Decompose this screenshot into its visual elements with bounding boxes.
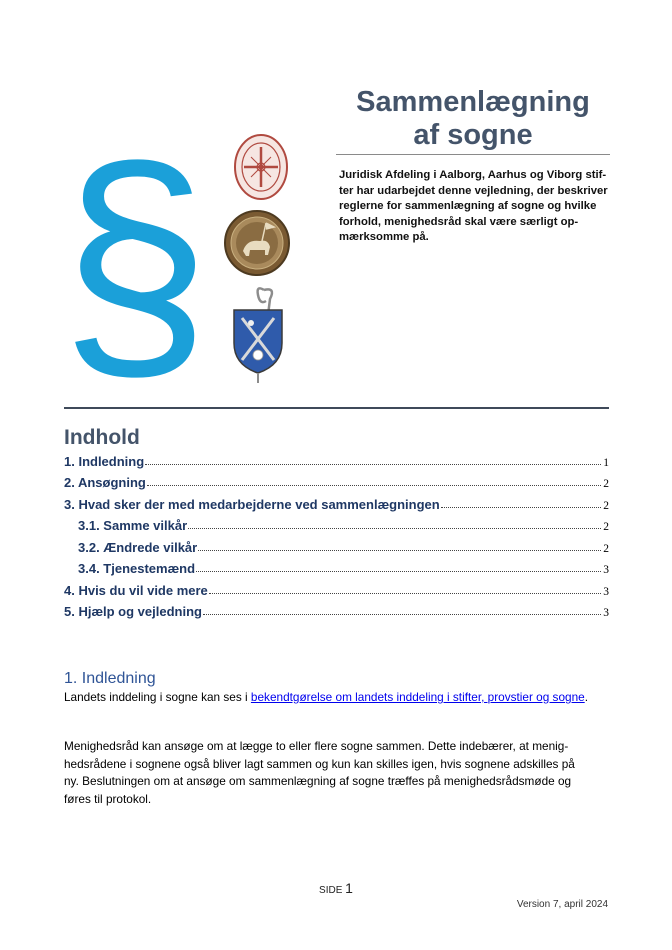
section-heading-indledning: 1. Indledning <box>64 670 156 687</box>
bronze-seal-icon <box>225 211 289 275</box>
toc-entry-tjenestemaend[interactable] <box>64 558 609 580</box>
toc-entry-label: 3.2. Ændrede vilkår <box>78 539 198 555</box>
page-number <box>0 880 672 896</box>
toc-heading: Indhold <box>64 426 140 449</box>
toc-leader <box>145 464 601 465</box>
page-number-value: 1 <box>345 880 353 896</box>
intro-line: ter har udarbejdet denne vejledning, der beskriver <box>339 184 608 197</box>
toc-entry-page: 1 <box>603 456 609 469</box>
toc-leader <box>198 550 601 551</box>
toc-entry-page: 2 <box>603 478 609 490</box>
intro-line: forhold, menighedsråd skal være særligt op- <box>339 215 579 228</box>
toc-entry-label: 5. Hjælp og vejledning <box>64 604 202 619</box>
title-line-2: af sogne <box>413 119 533 151</box>
toc-leader <box>147 485 601 486</box>
header-illustration <box>54 115 329 395</box>
toc-entry-ansoegning[interactable] <box>64 472 609 494</box>
version-label: Version 7, april 2024 <box>516 899 608 910</box>
toc-entry-page: 3 <box>603 607 609 619</box>
toc-leader <box>203 614 601 615</box>
toc-entry-hjaelp[interactable] <box>64 601 609 623</box>
toc-entry-label: 3.1. Samme vilkår <box>78 518 188 533</box>
title-divider <box>336 154 610 155</box>
toc-leader <box>188 528 601 529</box>
paragraph-line: hedsrådene i sognene også bliver lagt sammen og kun kan skilles igen, hvis sognene adskilles på <box>64 756 575 771</box>
toc-entry-aendrede-vilkaar[interactable] <box>64 536 609 558</box>
toc-entry-samme-vilkaar[interactable] <box>64 515 609 537</box>
toc-entry-label: 2. Ansøgning <box>64 475 146 490</box>
toc-entry-label: 3.4. Tjenestemænd <box>78 561 196 576</box>
toc-entry-indledning[interactable] <box>64 450 609 472</box>
intro-line: Juridisk Afdeling i Aalborg, Aarhus og Viborg stif- <box>339 169 607 181</box>
toc-entry-label: 3. Hvad sker der med medarbejderne ved sammenlægningen <box>64 496 440 512</box>
red-seal-icon <box>235 135 287 199</box>
toc-entry-page: 2 <box>603 521 609 533</box>
toc-entry-vide-mere[interactable] <box>64 579 609 601</box>
section1-paragraph-2 <box>64 738 609 808</box>
section1-paragraph-1 <box>64 689 609 707</box>
title-line-1: Sammenlægning <box>356 86 590 118</box>
paragraph-line: ny. Beslutningen om at ansøge om sammenlægning af sogne træffes på menighedsrådsmøde og <box>64 774 572 788</box>
toc-entry-page: 3 <box>603 585 609 598</box>
toc-leader <box>441 507 602 508</box>
toc-entry-page: 2 <box>603 542 609 555</box>
toc-entry-label: 4. Hvis du vil vide mere <box>64 582 208 598</box>
bekendtgoerelse-link[interactable]: bekendtgørelse om landets inddeling i stifter, provstier og sogne <box>250 690 585 704</box>
page-label: SIDE <box>319 885 343 896</box>
table-of-contents <box>64 450 609 622</box>
paragraph-line: Menighedsråd kan ansøge om at lægge to eller flere sogne sammen. Dette indebærer, at menig- <box>64 739 569 753</box>
toc-entry-page: 3 <box>603 564 609 576</box>
toc-entry-medarbejderne[interactable] <box>64 493 609 515</box>
page-title <box>336 86 610 152</box>
paragraph-sign-icon <box>60 115 210 395</box>
paragraph-line: føres til protokol. <box>64 791 152 806</box>
svg-text:§: § <box>60 115 211 395</box>
toc-entry-page: 2 <box>603 499 609 512</box>
intro-line: reglerne for sammenlægning af sogne og hvilke <box>339 200 597 213</box>
toc-leader <box>209 593 601 594</box>
paragraph-text: . <box>584 690 588 704</box>
paragraph-text: Landets inddeling i sogne kan ses i <box>64 690 251 704</box>
toc-entry-label: 1. Indledning <box>64 453 145 469</box>
toc-leader <box>196 571 601 572</box>
section-divider <box>64 407 609 409</box>
coat-of-arms-icon <box>234 288 282 383</box>
intro-paragraph <box>339 168 611 246</box>
intro-line: mærksomme på. <box>339 231 429 244</box>
